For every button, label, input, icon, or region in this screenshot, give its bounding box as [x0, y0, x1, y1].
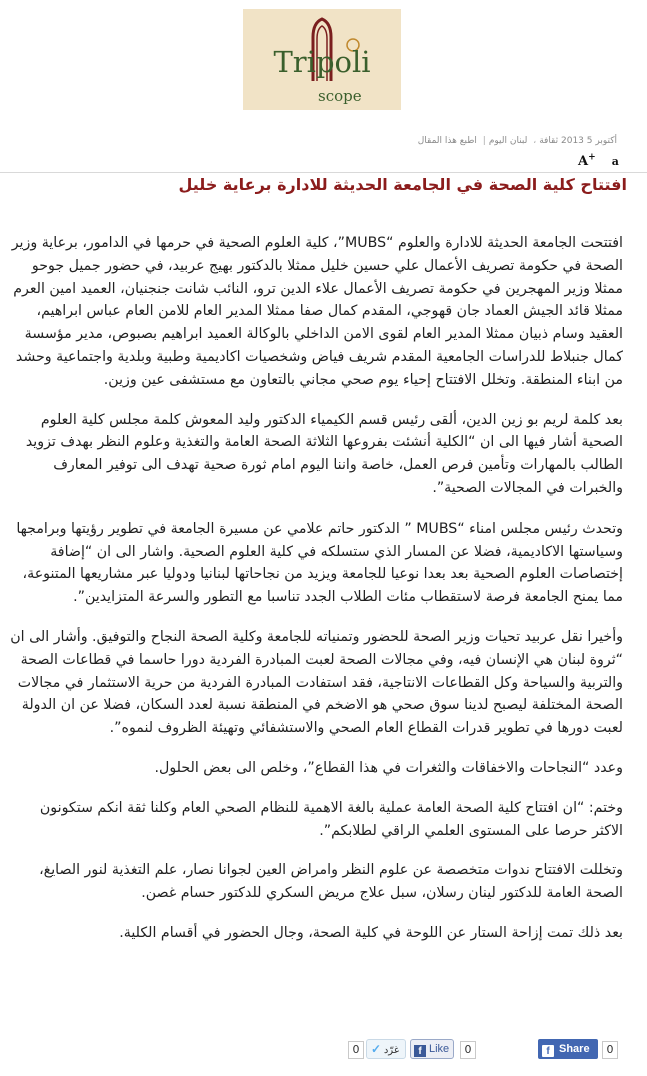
facebook-icon: f	[414, 1045, 426, 1057]
article-paragraph: بعد ذلك تمت إزاحة الستار عن اللوحة في كلية الصحة، وجال الحضور في أقسام الكلية.	[119, 924, 623, 941]
facebook-icon: f	[542, 1045, 554, 1057]
site-logo[interactable]	[243, 9, 401, 110]
facebook-like-button[interactable]	[410, 1039, 454, 1059]
article-date: أكتوبر 5 2013	[561, 136, 617, 146]
article-section[interactable]: لبنان اليوم	[488, 136, 528, 146]
like-label: Like	[429, 1043, 450, 1055]
meta-separator: ،	[533, 136, 537, 146]
article-title: افتتاح كلية الصحة في الجامعة الحديثة للادارة برعاية خليل	[178, 175, 627, 194]
share-count: 0	[602, 1041, 618, 1059]
article-paragraph: بعد كلمة لريم بو زين الدين، ألقى رئيس قسم الكيمياء الدكتور وليد المعوش كلمة مجلس كلية العلوم الصحية أشار فيها الى ان “الكلية أنشئت بفروعها الثلاثة الصحة العامة والتغذية وعلوم النظر بهدف تزويد الطالب بالمهارات وتأمين فرص العمل، خاصة واننا اليوم امام ثورة صحية تهدف الى توفير المعارف والخبرات في المجالات الصحية”.	[25, 411, 623, 496]
article-meta	[418, 136, 617, 146]
logo-sub-text: scope	[318, 87, 362, 105]
facebook-share-button[interactable]	[538, 1039, 598, 1059]
article-paragraph: افتتحت الجامعة الحديثة للادارة والعلوم “MUBS”، كلية العلوم الصحية في حرمها في الدامور، برعاية وزير الصحة في حكومة تصريف الأعمال علي حسين خليل ممثلا بالدكتور بهيج عربيد، في حضور جميل جوحو ممثلا وزير المهجرين في حكومة تصريف الأعمال علاء الدين ترو، النائب شانت جنجنيان، العميد امين العرم ممثلا قائد الجيش العماد جان قهوجي، المقدم كمال صفا ممثلا المدير العام للامن العام عباس ابراهيم، العقيد وسام ذبيان ممثلا المدير العام لقوى الامن الداخلي بالوكالة العميد ابراهيم بصبوص، مدير مؤسسة كمال جنبلاط للدراسات الجامعية المقدم شريف فياض وشخصيات اكاديمية وطبية وبلدية واجتماعية وحشد من ابناء المنطقة. وتخلل الافتتاح إحياء يوم صحي مجاني بالتعاون مع مستشفى عين وزين.	[11, 235, 623, 388]
share-label: Share	[559, 1043, 590, 1055]
tweet-label: غرّد	[383, 1045, 400, 1056]
article-paragraph: وتحدث رئيس مجلس امناء “MUBS ” الدكتور حاتم علامي عن مسيرة الجامعة في تطوير رؤيتها وبرامجها وسياستها الاكاديمية، فضلا عن المسار الذي ستسلكه في كلية العلوم الصحية. واشار الى ان “إضافة إختصاصات العلوم الصحية بعد بعدا نوعيا للجامعة ويزيد من نجاحاتها لبنانيا ودوليا عبر مشاريعها المتنوعة، مما يمنح الجامعة فرصة لاستقطاب مئات الطلاب الجدد تناسبا مع التطور والسرعة المتزايدين”.	[16, 520, 623, 606]
article-paragraph: وختم: “ان افتتاح كلية الصحة العامة عملية بالغة الاهمية للنظام الصحي العام وكلنا ثقة انكم ستكونون الاكثر حرصا على المستوى العلمي الراقي لطلابكم”.	[39, 799, 623, 839]
article-paragraph: وعدد “النجاحات والاخفاقات والثغرات في هذا القطاع”، وخلص الى بعض الحلول.	[154, 759, 623, 776]
header-divider	[0, 172, 647, 173]
article-paragraph: وتخللت الافتتاح ندوات متخصصة عن علوم النظر وامراض العين لجوانا نصار، علم التغذية لنور الصايغ، الصحة العامة للدكتور لينان رسلان، سبل علاج مريض السكري للدكتور حسام غصن.	[39, 862, 623, 902]
article-paragraph: وأخيرا نقل عربيد تحيات وزير الصحة للحضور وتمنياته للجامعة وكلية الصحة النجاح والتوفيق. وأشار الى ان “ثروة لبنان هي الإنسان فيه، وفي مجالات الصحة لعبت المبادرة الفردية دورا حاسما في قطاعات الصحة والتربية والسياحة وكل القطاعات الانتاجية، فقد استفادت المبادرة الفردية من حرية الاستثمار في مجالات الصحة المختلفة ليصبح لدينا سوق صحي هو الاضخم في المنطقة نسبة لعدد السكان، فضلا عن ان الدولة لعبت دورها في تطوير قدرات القطاع العام الصحي والاستشفائي وتهيئة الظروف لنموه”.	[10, 628, 623, 737]
logo-brand-text: Tripoli	[273, 45, 371, 79]
social-share-bar	[348, 1039, 628, 1061]
article-category[interactable]: ثقافة	[539, 136, 559, 146]
font-size-controls	[578, 150, 619, 169]
font-decrease-button[interactable]: a	[611, 155, 619, 168]
tweet-count: 0	[348, 1041, 364, 1059]
like-count: 0	[460, 1041, 476, 1059]
twitter-bird-icon: ✓	[371, 1042, 382, 1056]
meta-separator: |	[482, 136, 486, 146]
font-increase-button[interactable]: A+	[578, 152, 596, 169]
print-article-link[interactable]: اطبع هذا المقال	[417, 136, 477, 146]
article-body	[8, 232, 623, 962]
tweet-button[interactable]	[366, 1039, 406, 1059]
